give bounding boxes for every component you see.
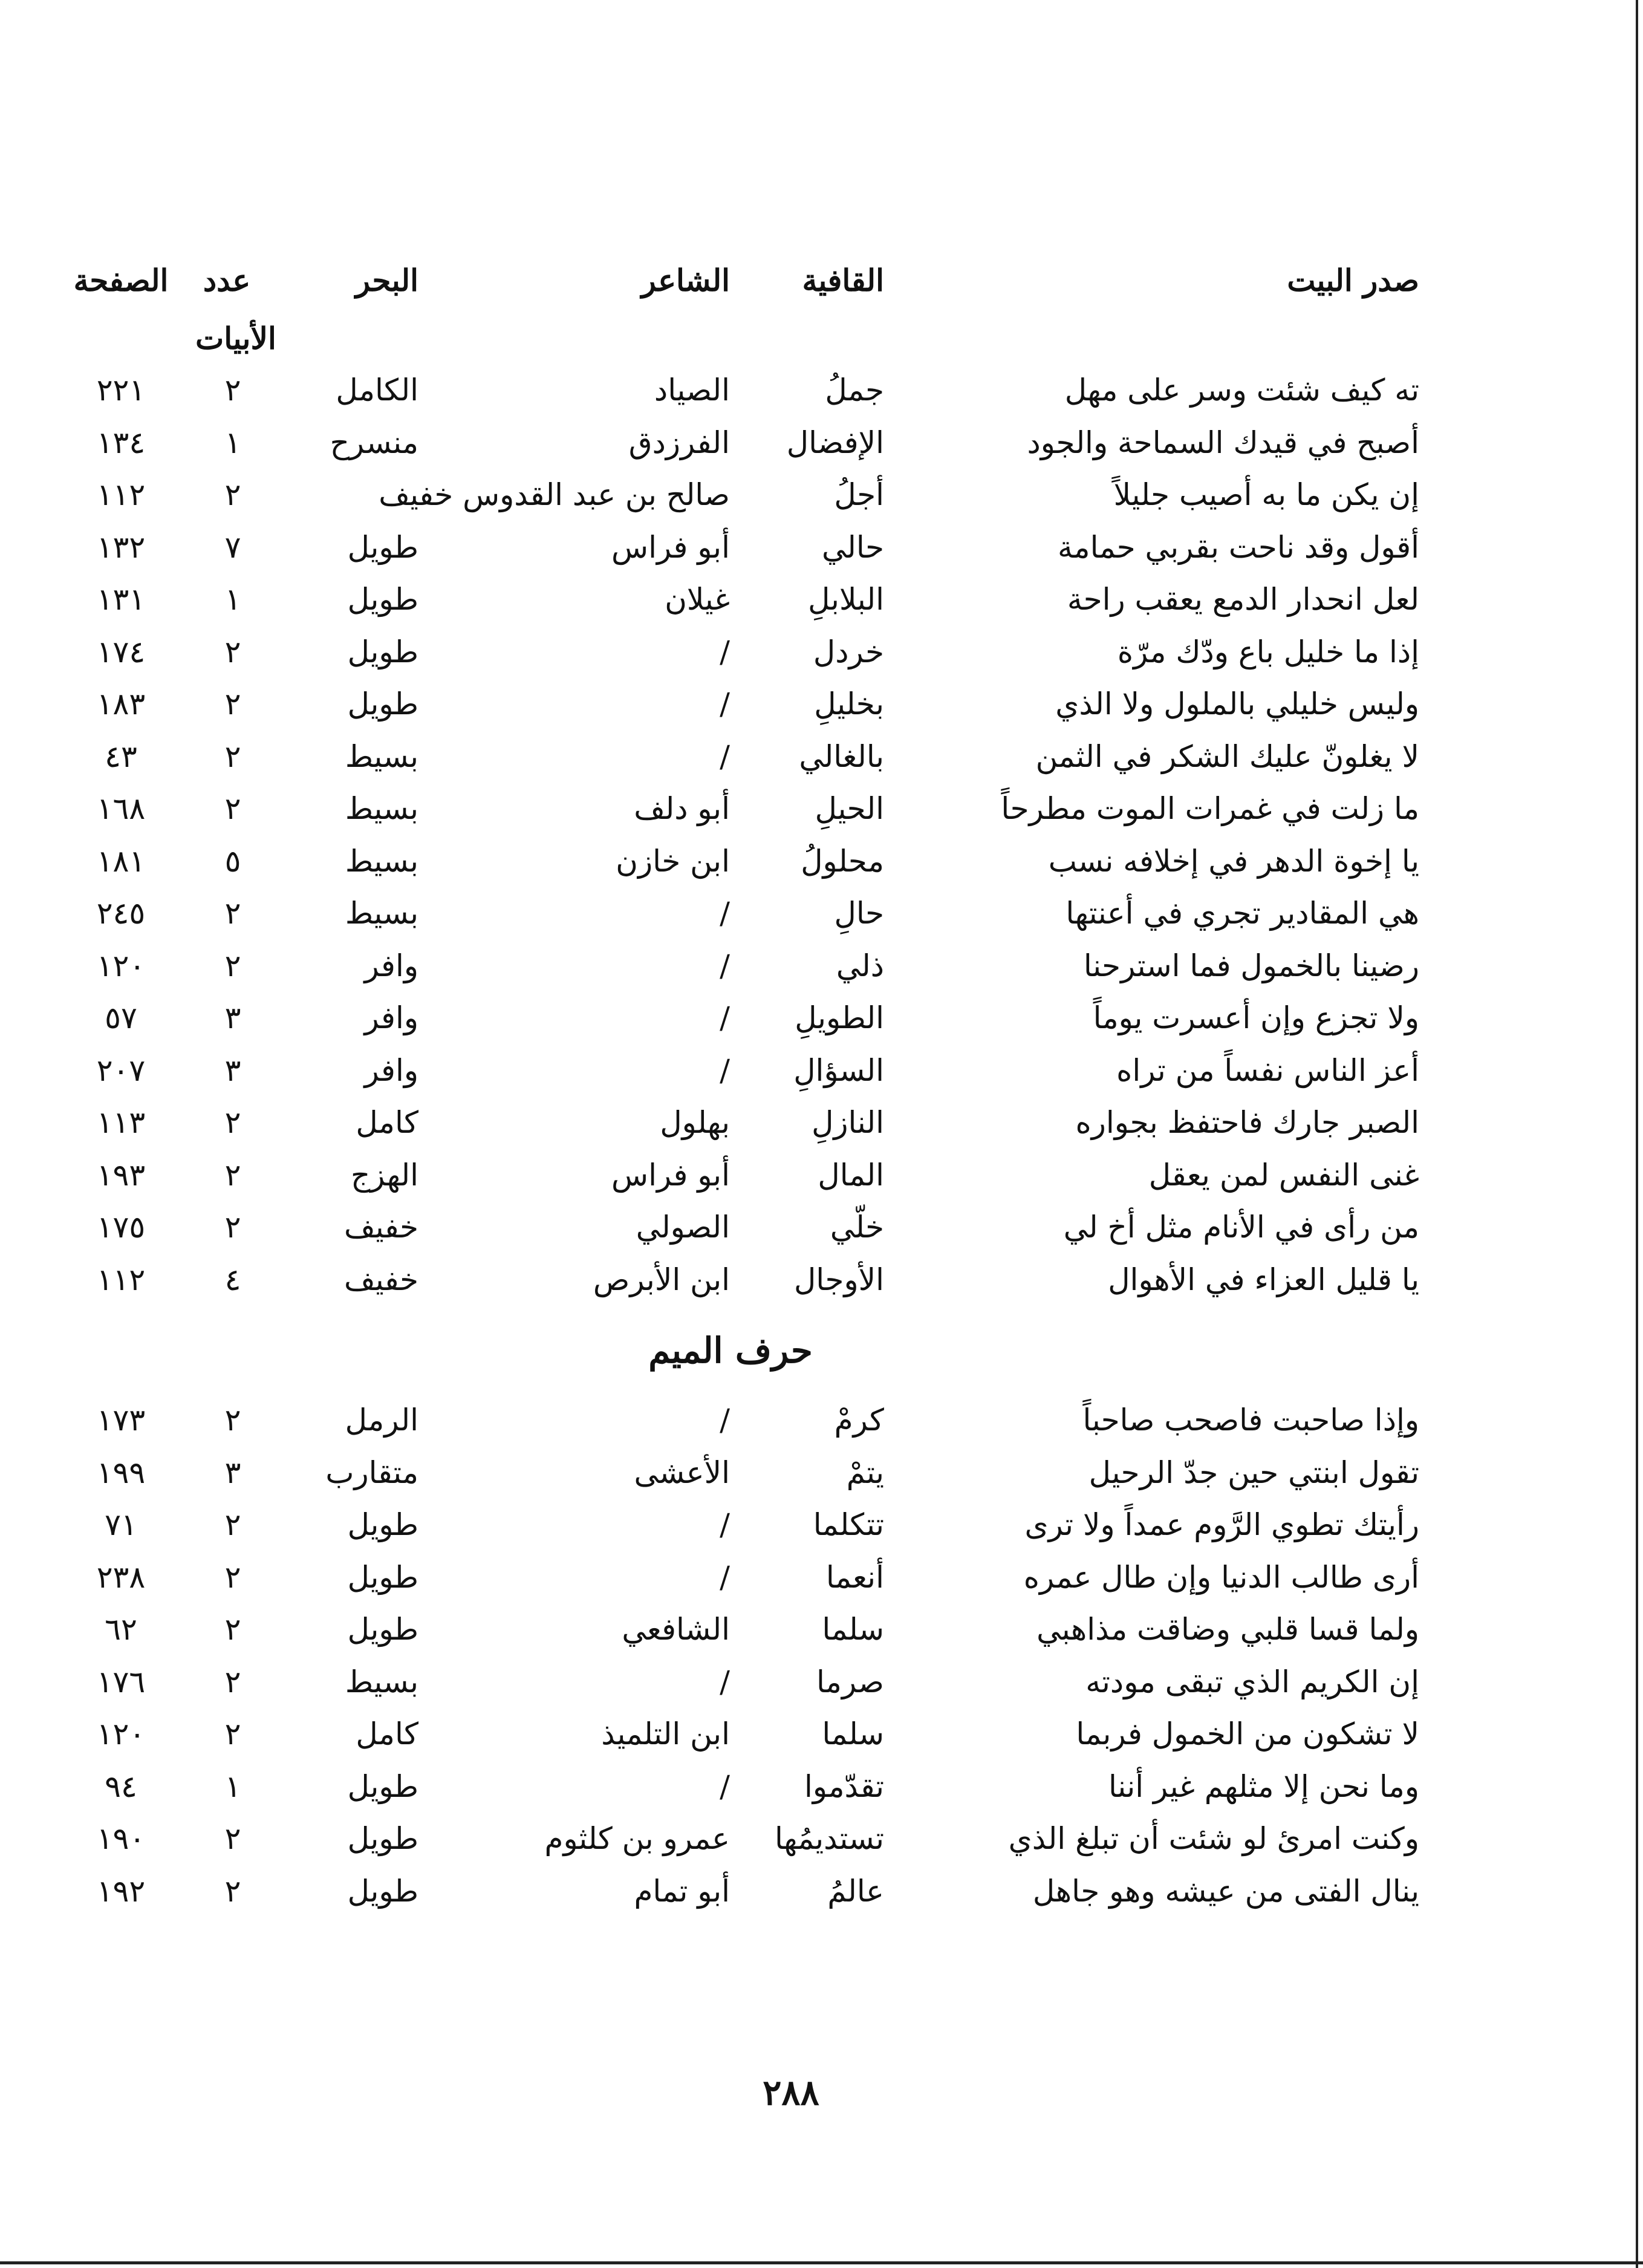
table-row [0,471,1643,519]
count-cell: ٢ [224,1612,241,1647]
meter-cell: الهزج [350,1157,418,1193]
verse-cell: لا يغلونّ عليك الشكر في الثمن [1035,738,1419,774]
verse-cell: أرى طالب الدنيا وإن طال عمره [1023,1559,1419,1595]
table-row [0,680,1643,728]
verse-cell: يا إخوة الدهر في إخلافه نسب [1048,843,1419,879]
verse-cell: هي المقادير تجري في أعنتها [1066,896,1419,931]
poet-cell: / [720,1559,730,1595]
verse-cell: إن يكن ما به أصيب جليلاً [1113,477,1419,512]
table-header [0,256,1643,305]
poet-cell: / [720,1507,730,1542]
rhyme-cell: سلما [822,1716,884,1752]
header-count: عدد [203,262,251,298]
verse-cell: ينال الفتى من عيشه وهو جاهل [1032,1873,1419,1909]
rhyme-cell: محلولُ [801,843,884,879]
page-cell: ٩٤ [105,1768,137,1804]
table-row [0,1867,1643,1915]
section-title: حرف الميم [648,1330,813,1371]
table-row [0,1046,1643,1095]
page-cell: ١٩٩ [96,1455,146,1490]
bottom-edge-rule [0,2261,1643,2264]
poet-cell: أبو فراس [611,1157,730,1193]
right-edge-rule [1636,0,1638,2268]
rhyme-cell: كرمْ [834,1403,884,1438]
rhyme-cell: المال [818,1157,884,1193]
poet-cell: الشافعي [622,1612,730,1647]
page-cell: ١٣٤ [96,425,146,460]
count-cell: ٢ [224,738,241,774]
count-cell: ٢ [224,1157,241,1193]
meter-cell: وافر [364,1052,418,1088]
rhyme-cell: خلّي [830,1210,884,1245]
rhyme-cell: الأوجال [793,1262,884,1297]
table-row [0,1605,1643,1654]
page-cell: ١٧٥ [96,1210,146,1245]
verse-cell: ولا تجزع وإن أعسرت يوماً [1093,1000,1419,1035]
verse-cell: رأيتك تطوي الرَّوم عمداً ولا ترى [1024,1507,1419,1542]
meter-cell: طويل [347,1507,418,1542]
poet-cell: ابن التلميذ [601,1716,730,1752]
count-cell: ٤ [224,1262,241,1297]
page-cell: ١٨٣ [96,686,146,722]
poet-cell: بهلول [660,1105,730,1140]
table-row [0,1448,1643,1497]
rhyme-cell: أنعما [825,1559,884,1595]
meter-cell: وافر [364,1000,418,1035]
poet-cell: صالح بن عبد القدوس خفيف [379,477,730,512]
rhyme-cell: الإفضال [786,425,884,460]
header-rhyme: القافية [802,262,884,298]
count-cell: ٢ [224,896,241,931]
meter-cell: كامل [356,1716,418,1752]
count-cell: ٢ [224,1664,241,1699]
page-cell: ١١٣ [96,1105,146,1140]
count-cell: ٢ [224,1716,241,1752]
page-cell: ٢٢١ [96,373,146,408]
poet-cell: / [720,634,730,670]
count-cell: ١ [224,1768,241,1804]
verse-cell: الصبر جارك فاحتفظ بجواره [1075,1105,1419,1140]
rhyme-cell: أجلُ [834,477,884,512]
table-row [0,523,1643,572]
table-row [0,1098,1643,1147]
meter-cell: بسيط [345,1664,418,1699]
header-poet: الشاعر [641,262,730,298]
verse-cell: ته كيف شئت وسر على مهل [1064,373,1419,408]
count-cell: ٢ [224,1210,241,1245]
poet-cell: / [720,1664,730,1699]
meter-cell: خفيف [343,1262,418,1297]
table-row [0,1396,1643,1444]
table-row [0,419,1643,467]
table-row [0,1814,1643,1863]
rhyme-cell: جملُ [825,373,884,408]
page-cell: ١٩٣ [96,1157,146,1193]
page-cell: ١٩٢ [96,1873,146,1909]
table-row [0,628,1643,676]
meter-cell: طويل [347,582,418,617]
count-cell: ٣ [224,1000,241,1035]
rhyme-cell: تتكلما [813,1507,884,1542]
rhyme-cell: حالي [821,529,884,565]
page-cell: ١٣٢ [96,529,146,565]
rhyme-cell: بالغالي [799,738,884,774]
verse-cell: وكنت امرئ لو شئت أن تبلغ الذي [1008,1821,1419,1856]
meter-cell: طويل [347,1612,418,1647]
poet-cell: أبو تمام [634,1873,730,1909]
meter-cell: طويل [347,1559,418,1595]
table-row [0,1501,1643,1549]
poet-cell: أبو دلف [634,791,730,826]
page-cell: ١١٢ [96,1262,146,1297]
rhyme-cell: ذلي [836,948,884,983]
table-row [0,366,1643,414]
page-cell: ٦٢ [105,1612,137,1647]
meter-cell: متقارب [325,1455,418,1490]
meter-cell: طويل [347,686,418,722]
page-cell: ٢٠٧ [96,1052,146,1088]
rhyme-cell: يتمْ [846,1455,884,1490]
page-number: ٢٨٨ [763,2072,819,2113]
table-row [0,1553,1643,1602]
table-row [0,889,1643,937]
table-row [0,575,1643,624]
poet-cell: / [720,686,730,722]
count-cell: ١ [224,582,241,617]
poet-cell: ابن خازن [616,843,730,879]
header-meter: البحر [355,262,418,298]
count-cell: ٢ [224,948,241,983]
page-cell: ١٨١ [96,843,146,879]
verse-cell: أقول وقد ناحت بقربي حمامة [1058,529,1419,565]
page-cell: ١٧٦ [96,1664,146,1699]
table-row [0,1256,1643,1304]
verse-cell: إذا ما خليل باع ودّك مرّة [1117,634,1419,670]
meter-cell: خفيف [343,1210,418,1245]
page-cell: ١٢٠ [96,1716,146,1752]
verse-cell: لعل انحدار الدمع يعقب راحة [1067,582,1419,617]
count-cell: ٥ [224,843,241,879]
page-cell: ٤٣ [105,738,137,774]
poet-cell: عمرو بن كلثوم [544,1821,730,1856]
meter-cell: الرمل [345,1403,418,1438]
meter-cell: طويل [347,1821,418,1856]
table-row [0,942,1643,990]
rhyme-cell: سلما [822,1612,884,1647]
table-row [0,1658,1643,1706]
count-cell: ٧ [224,529,241,565]
table-row [0,784,1643,833]
verse-cell: غنى النفس لمن يعقل [1148,1157,1419,1193]
verse-cell: أعز الناس نفساً من تراه [1116,1052,1419,1088]
meter-cell: بسيط [345,896,418,931]
page-cell: ١١٢ [96,477,146,512]
meter-cell: الكامل [336,373,418,408]
verse-cell: وما نحن إلا مثلهم غير أننا [1108,1768,1419,1804]
page-cell: ١٩٠ [96,1821,146,1856]
page-cell: ١٦٨ [96,791,146,826]
table-row [0,1203,1643,1251]
rhyme-cell: تستديمُها [775,1821,884,1856]
poet-cell: / [720,1403,730,1438]
verse-cell: ما زلت في غمرات الموت مطرحاً [1001,791,1419,826]
poet-cell: / [720,948,730,983]
page-cell: ١٢٠ [96,948,146,983]
rhyme-cell: حالِ [834,896,884,931]
verse-cell: إن الكريم الذي تبقى مودته [1085,1664,1419,1699]
page-cell: ٧١ [105,1507,137,1542]
table-row [0,837,1643,885]
meter-cell: طويل [347,1873,418,1909]
page-cell: ٢٤٥ [96,896,146,931]
table-row [0,994,1643,1042]
verse-cell: لا تشكون من الخمول فربما [1076,1716,1419,1752]
poet-cell: / [720,1768,730,1804]
rhyme-cell: الطويلِ [795,1000,884,1035]
header-page: الصفحة [73,262,169,298]
poet-cell: / [720,1000,730,1035]
rhyme-cell: صرما [816,1664,884,1699]
poet-cell: أبو فراس [611,529,730,565]
count-cell: ٢ [224,1821,241,1856]
rhyme-cell: البلابلِ [808,582,884,617]
meter-cell: طويل [347,1768,418,1804]
verse-cell: من رأى في الأنام مثل أخ لي [1063,1210,1419,1245]
poet-cell: / [720,896,730,931]
rhyme-cell: خردل [813,634,884,670]
rhyme-cell: الحيلِ [815,791,884,826]
count-cell: ٢ [224,373,241,408]
count-cell: ٢ [224,634,241,670]
verse-cell: تقول ابنتي حين جدّ الرحيل [1088,1455,1419,1490]
count-cell: ٢ [224,1507,241,1542]
table-row [0,1710,1643,1758]
meter-cell: طويل [347,529,418,565]
meter-cell: وافر [364,948,418,983]
rhyme-cell: السؤالِ [793,1052,884,1088]
poet-cell: الصياد [654,373,730,408]
poet-cell: ابن الأبرص [593,1262,730,1297]
rhyme-cell: النازلِ [812,1105,884,1140]
table-row [0,1762,1643,1811]
page-cell: ١٣١ [96,582,146,617]
verse-cell: ولما قسا قلبي وضاقت مذاهبي [1036,1612,1419,1647]
table-row [0,732,1643,781]
count-cell: ٢ [224,1873,241,1909]
count-cell: ٣ [224,1052,241,1088]
verse-cell: أصبح في قيدك السماحة والجود [1027,425,1419,460]
poet-cell: غيلان [665,582,730,617]
page-cell: ٢٣٨ [96,1559,146,1595]
poet-cell: / [720,1052,730,1088]
count-cell: ٣ [224,1455,241,1490]
meter-cell: بسيط [345,843,418,879]
count-cell: ٢ [224,791,241,826]
verse-cell: رضينا بالخمول فما استرحنا [1083,948,1419,983]
verse-cell: وإذا صاحبت فاصحب صاحباً [1082,1403,1419,1438]
verse-cell: يا قليل العزاء في الأهوال [1108,1262,1419,1297]
count-cell: ٢ [224,686,241,722]
meter-cell: بسيط [345,791,418,826]
poet-cell: الأعشى [634,1455,730,1490]
count-cell: ٢ [224,477,241,512]
meter-cell: كامل [356,1105,418,1140]
rhyme-cell: تقدّموا [804,1768,884,1804]
meter-cell: طويل [347,634,418,670]
count-cell: ٢ [224,1105,241,1140]
header-verse: صدر البيت [1287,262,1419,298]
header-count-line2: الأبيات [195,321,276,356]
page-cell: ١٧٣ [96,1403,146,1438]
count-cell: ١ [224,425,241,460]
verse-cell: وليس خليلي بالملول ولا الذي [1055,686,1419,722]
meter-cell: منسرح [330,425,418,460]
rhyme-cell: بخليلِ [814,686,884,722]
meter-cell: بسيط [345,738,418,774]
rhyme-cell: عالمُ [827,1873,884,1909]
count-cell: ٢ [224,1559,241,1595]
poet-cell: / [720,738,730,774]
table-row [0,1151,1643,1199]
poet-cell: الفرزدق [628,425,730,460]
page-cell: ٥٧ [105,1000,137,1035]
count-cell: ٢ [224,1403,241,1438]
page-cell: ١٧٤ [96,634,146,670]
poet-cell: الصولي [636,1210,730,1245]
